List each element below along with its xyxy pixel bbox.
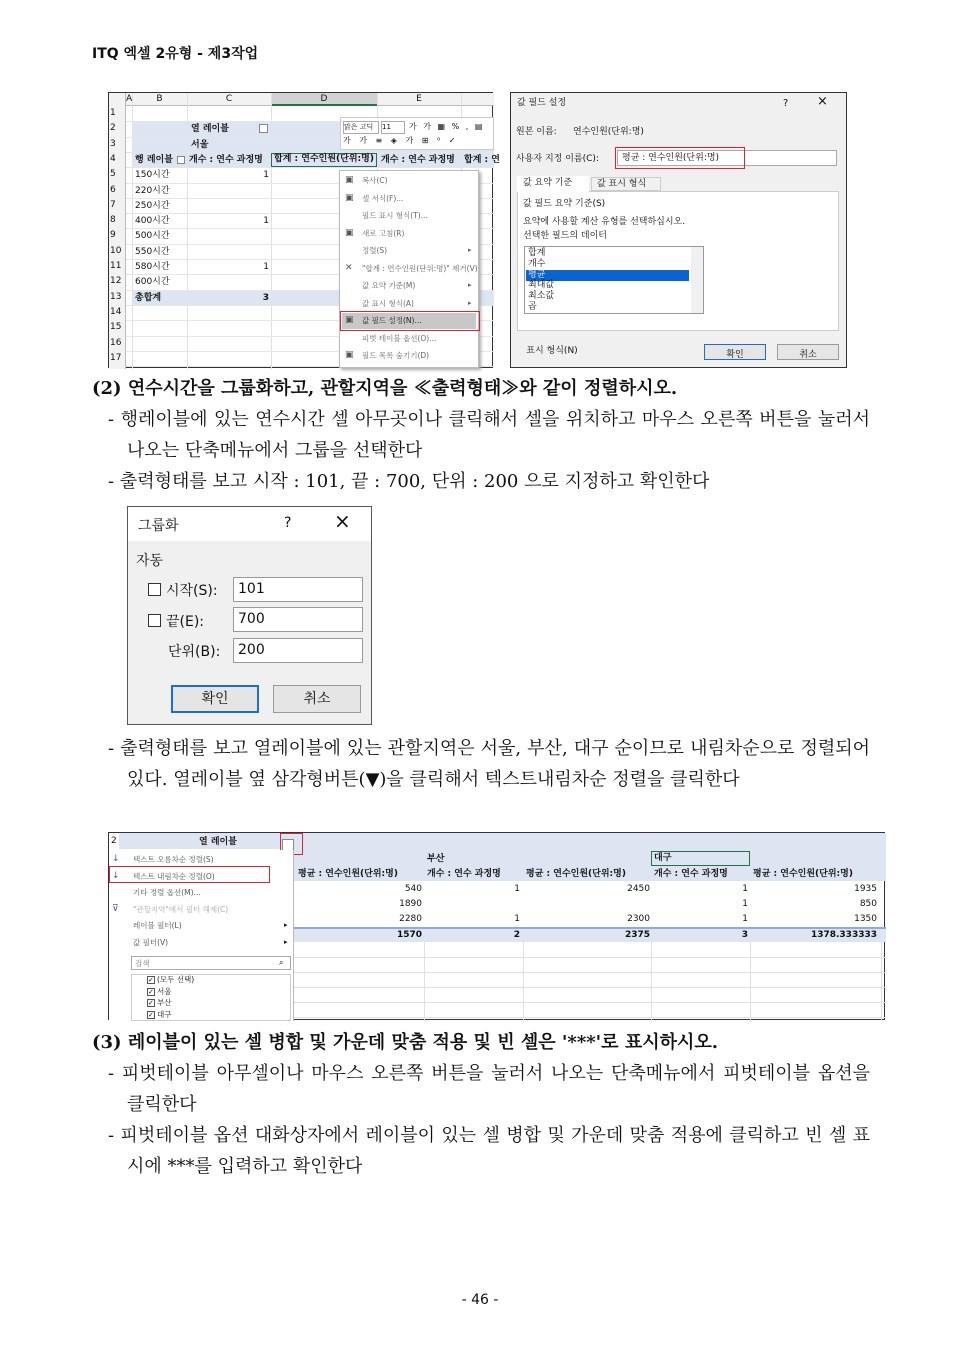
grid-line — [294, 1002, 886, 1003]
filter-menu-item[interactable]: 레이블 필터(L) — [133, 921, 182, 930]
submenu-arrow-icon: ▸ — [284, 921, 288, 929]
row-number[interactable]: 4 — [110, 153, 116, 164]
total-cell: 3 — [741, 930, 748, 940]
count-value: 1 — [263, 262, 269, 272]
row-number[interactable]: 17 — [110, 352, 122, 363]
data-cell: 1 — [742, 899, 748, 909]
grid-line — [126, 167, 494, 168]
grid-line — [294, 987, 886, 988]
checkbox-checked[interactable]: ✓ — [148, 987, 154, 996]
count-header: 개수 : 연수 과정명 — [189, 154, 263, 165]
unit-label: 단위(B): — [168, 644, 221, 660]
value-field-settings-screenshot — [510, 92, 847, 368]
font-size-box[interactable]: 11 — [381, 121, 405, 134]
list-item[interactable]: 개수 — [528, 258, 546, 269]
cancel-button[interactable]: 취소 — [777, 344, 839, 360]
row-label[interactable]: 250시간 — [135, 200, 170, 211]
total-cell: 1570 — [396, 930, 422, 940]
font-name-box[interactable]: 맑은 고딕 — [343, 121, 379, 134]
column-header[interactable]: C — [225, 94, 233, 104]
data-cell: 1350 — [854, 914, 877, 924]
row-number[interactable]: 6 — [110, 184, 116, 195]
column-header: 평균 : 연수인원(단위:명) — [753, 869, 853, 879]
ok-button[interactable]: 확인 — [704, 344, 766, 360]
list-item[interactable]: 최소값 — [528, 291, 555, 302]
custom-name-label: 사용자 지정 이름(C): — [516, 154, 599, 164]
description-2: 선택한 필드의 데이터 — [523, 231, 607, 241]
tab-summarize[interactable]: 값 요약 기준 — [517, 176, 589, 192]
row-number[interactable]: 11 — [110, 261, 122, 271]
description: 요약에 사용할 계산 유형를 선택하십시오. — [523, 217, 686, 227]
copy-icon: ▣ — [345, 175, 354, 185]
submenu-arrow-icon: ▸ — [468, 246, 472, 254]
sort-ascending-icon: ↓ — [112, 854, 120, 864]
column-header: 개수 : 연수 과정명 — [427, 869, 501, 879]
context-menu — [339, 170, 479, 368]
column-label-header: 열 레이블 — [191, 124, 229, 135]
custom-name-red-box — [615, 147, 745, 169]
checkbox-list — [131, 974, 291, 1021]
total-label: 총합계 — [135, 292, 162, 303]
section2-step1: - 행레이블에 있는 연수시간 셀 아무곳이나 클릭해서 셀을 위치하고 마우스 오른쪽 버튼을 눌러서 나오는 단축메뉴에서 그룹을 선택한다 — [108, 409, 870, 461]
start-auto-checkbox[interactable] — [148, 583, 161, 596]
section3-step2: - 피벗테이블 옵션 대화상자에서 레이블이 있는 셀 병합 및 가운데 맞춤 적용에 클릭하고 빈 셀 표시에 ***를 입력하고 확인한다 — [108, 1125, 870, 1177]
help-button[interactable]: ? — [783, 98, 789, 109]
grid-line — [424, 942, 425, 1021]
end-auto-checkbox[interactable] — [148, 614, 161, 627]
search-icon: ⌕ — [279, 958, 284, 967]
row-number[interactable]: 2 — [110, 123, 116, 134]
formatting-icons: 가 가 ▦ % , ▤ — [409, 122, 485, 131]
clear-filter-icon: ⊽ — [112, 903, 119, 914]
checkbox-label: (모두 선택) — [157, 975, 195, 984]
row-number[interactable]: 9 — [110, 230, 116, 241]
column-header[interactable]: E — [416, 94, 422, 104]
grid-line — [750, 942, 751, 1021]
section2-heading: (2) 연수시간을 그룹화하고, 관할지역을 ≪출력형태≫와 같이 정렬하시오. — [92, 378, 678, 399]
grid-line — [294, 972, 886, 973]
grid-line — [651, 942, 652, 1021]
context-menu-item[interactable]: 필드 목록 숨기기(D) — [362, 351, 430, 360]
row-number[interactable]: 3 — [110, 138, 116, 149]
data-cell: 2450 — [627, 884, 650, 894]
auto-label: 자동 — [136, 553, 164, 569]
section2-step2: - 출력형태를 보고 시작 : 101, 끝 : 700, 단위 : 200 으로 지정하고 확인한다 — [108, 471, 710, 492]
data-cell: 1 — [514, 914, 520, 924]
row-label[interactable]: 580시간 — [135, 262, 170, 272]
close-button[interactable]: × — [334, 509, 351, 533]
column-header[interactable]: B — [156, 94, 163, 104]
checkbox-checked[interactable]: ✓ — [148, 976, 154, 984]
row-number[interactable]: 16 — [110, 337, 122, 348]
checkbox-label: 서울 — [157, 986, 172, 996]
section2-step3: - 출력형태를 보고 열레이블에 있는 관할지역은 서울, 부산, 대구 순이므로 내림차순으로 정렬되어 있다. 열레이블 옆 삼각형버튼(▼)을 클릭해서 텍스트내림차순 정렬을 클릭한다 — [108, 738, 870, 790]
field-list-icon: ▣ — [345, 350, 354, 360]
help-button[interactable]: ? — [284, 515, 292, 531]
list-scrollbar[interactable] — [691, 247, 703, 313]
city-label: 서울 — [191, 139, 209, 150]
list-item[interactable]: 곱 — [528, 302, 537, 312]
checkbox-checked[interactable]: ✓ — [148, 1010, 154, 1019]
data-cell: 2300 — [627, 914, 650, 924]
filter-menu-item[interactable]: "관할지역"에서 필터 해제(C) — [133, 904, 229, 914]
sum-header-2: 합계 : 연 — [464, 154, 500, 165]
custom-name-input[interactable]: 평균 : 연수인원(단위:명) — [617, 150, 837, 166]
row-number: 2 — [111, 836, 117, 846]
count-value: 1 — [263, 216, 269, 227]
total-cell: 1378.333333 — [810, 930, 877, 940]
mini-toolbar — [340, 117, 494, 150]
section3-step1: - 피벗테이블 아무셀이나 마우스 오른쪽 버튼을 눌러서 나오는 단축메뉴에서 피벗테이블 옵션을 클릭한다 — [108, 1063, 870, 1115]
grid-line — [881, 942, 882, 1021]
context-menu-item[interactable]: 값 표시 형식(A) — [362, 298, 414, 308]
row-number[interactable]: 7 — [110, 199, 116, 210]
group-dialog — [127, 506, 372, 725]
filter-menu-item[interactable]: 기타 정렬 옵션(M)... — [133, 888, 201, 897]
count-value: 1 — [263, 170, 269, 181]
column-header[interactable]: A — [126, 94, 133, 104]
data-cell: 2280 — [399, 914, 422, 924]
remove-icon: ✕ — [345, 262, 353, 273]
sort-menu-screenshot — [108, 832, 885, 1020]
sort-filter-menu — [109, 850, 294, 1021]
row-number[interactable]: 15 — [110, 322, 122, 333]
page-header: ITQ 엑셀 2유형 - 제3작업 — [92, 46, 259, 62]
end-input[interactable]: 700 — [233, 607, 363, 632]
filter-menu-item[interactable]: 텍스트 내림차순 정렬(O) — [133, 871, 215, 881]
format-cells-icon: ▣ — [345, 192, 354, 203]
context-menu-item[interactable]: 셀 서식(F)... — [362, 193, 404, 203]
checkbox-checked[interactable]: ✓ — [148, 999, 154, 1007]
source-name-value: 연수인원(단위:명) — [573, 127, 644, 137]
column-filter-dropdown[interactable] — [259, 124, 268, 133]
row-number[interactable]: 1 — [110, 108, 116, 118]
filter-search-input[interactable]: 검색 — [131, 956, 291, 970]
context-menu-item[interactable]: 복사(C) — [362, 176, 388, 185]
context-menu-item[interactable]: 값 요약 기준(M) — [362, 281, 416, 290]
grid-line — [294, 1017, 886, 1018]
descending-red-box — [109, 866, 270, 883]
ok-button[interactable]: 확인 — [171, 685, 259, 713]
summarize-group-label: 값 필드 요약 기준(S) — [523, 199, 606, 209]
unit-input[interactable]: 200 — [233, 638, 363, 663]
context-menu-item[interactable]: 피벗 테이블 옵션(O)... — [362, 333, 437, 343]
context-menu-item[interactable]: 필드 표시 형식(T)... — [362, 211, 428, 220]
row-number[interactable]: 14 — [110, 306, 122, 317]
filter-menu-item[interactable]: 텍스트 오름차순 정렬(S) — [133, 855, 214, 864]
row-label[interactable]: 400시간 — [135, 216, 170, 227]
row-number[interactable]: 12 — [110, 276, 122, 287]
row-label[interactable]: 220시간 — [135, 185, 170, 196]
data-cell: 1935 — [854, 884, 877, 894]
count-header-2: 개수 : 연수 과정명 — [381, 154, 455, 165]
column-header: 개수 : 연수 과정명 — [654, 869, 728, 879]
formatting-icons-row2: 가 가 ≡ ◈ 가 ⊞ ⁰ ✓ — [343, 136, 459, 145]
submenu-arrow-icon: ▸ — [468, 298, 472, 307]
data-cell: 850 — [859, 899, 877, 909]
total-value: 3 — [262, 292, 269, 303]
total-cell: 2375 — [624, 930, 650, 940]
number-format-button[interactable]: 표시 형식(N) — [526, 346, 578, 356]
row-label-header: 행 레이블 — [135, 154, 173, 165]
grid-line — [294, 957, 886, 958]
data-cell: 1 — [742, 884, 748, 894]
dialog-title: 값 필드 설정 — [517, 98, 567, 108]
column-header: 평균 : 연수인원(단위:명) — [298, 869, 398, 879]
checkbox-label: 부산 — [157, 998, 172, 1007]
row-filter-dropdown[interactable] — [177, 156, 185, 164]
sum-header-selected[interactable]: 합계 : 연수인원(단위:명) — [271, 153, 377, 167]
start-input[interactable]: 101 — [233, 577, 363, 602]
row-label[interactable]: 500시간 — [135, 231, 170, 242]
context-menu-item[interactable]: 정렬(S) — [362, 246, 388, 255]
summary-function-list[interactable] — [524, 246, 704, 314]
total-cell: 2 — [513, 930, 520, 940]
grid-line — [523, 942, 524, 1021]
row-label[interactable]: 550시간 — [135, 246, 170, 257]
data-cell: 1 — [514, 884, 520, 894]
context-menu-item[interactable]: "합계 : 연수인원(단위:명)" 제거(V) — [362, 263, 478, 273]
filter-menu-item[interactable]: 값 필터(V) — [133, 937, 169, 947]
list-item-selected[interactable]: 평균 — [526, 270, 689, 281]
end-label: 끝(E): — [166, 614, 205, 630]
close-button[interactable]: × — [817, 94, 828, 109]
start-label: 시작(S): — [166, 583, 218, 599]
cancel-button[interactable]: 취소 — [273, 685, 361, 713]
dialog-title: 그룹화 — [138, 518, 179, 534]
pivot-context-menu-screenshot — [108, 92, 500, 368]
row-label[interactable]: 150시간 — [135, 170, 170, 181]
tab-show-values[interactable]: 값 표시 형식 — [591, 177, 661, 191]
row-number[interactable]: 13 — [110, 291, 122, 302]
value-field-icon: ▣ — [345, 315, 354, 325]
column-label-header: 열 레이블 — [199, 837, 237, 847]
row-number[interactable]: 5 — [110, 169, 116, 180]
city-busan: 부산 — [427, 854, 445, 864]
data-cell: 540 — [404, 884, 422, 894]
context-menu-item[interactable]: 값 필드 설정(N)... — [362, 316, 422, 325]
submenu-arrow-icon: ▸ — [468, 281, 472, 289]
list-item[interactable]: 합계 — [528, 248, 546, 258]
source-name-label: 원본 이름: — [516, 127, 557, 137]
checkbox-label: 대구 — [157, 1009, 172, 1019]
data-cell: 1 — [742, 914, 748, 924]
data-cell: 1890 — [399, 899, 422, 909]
submenu-arrow-icon: ▸ — [284, 937, 288, 946]
column-header[interactable]: D — [320, 94, 328, 104]
section3-heading: (3) 레이블이 있는 셀 병합 및 가운데 맞춤 적용 및 빈 셀은 '***'로 표시하시오. — [92, 1032, 719, 1053]
context-menu-item[interactable]: 새로 고침(R) — [362, 228, 405, 238]
page-number: - 46 - — [461, 1292, 499, 1308]
row-number[interactable]: 10 — [110, 245, 122, 256]
row-label[interactable]: 600시간 — [135, 277, 170, 288]
column-header: 평균 : 연수인원(단위:명) — [526, 869, 626, 879]
refresh-icon: ▣ — [345, 227, 354, 238]
list-item[interactable]: 최대값 — [528, 280, 555, 291]
city-daegu-selected[interactable]: 대구 — [651, 851, 750, 866]
sort-descending-icon: ↓ — [112, 870, 120, 881]
row-number[interactable]: 8 — [110, 215, 116, 226]
